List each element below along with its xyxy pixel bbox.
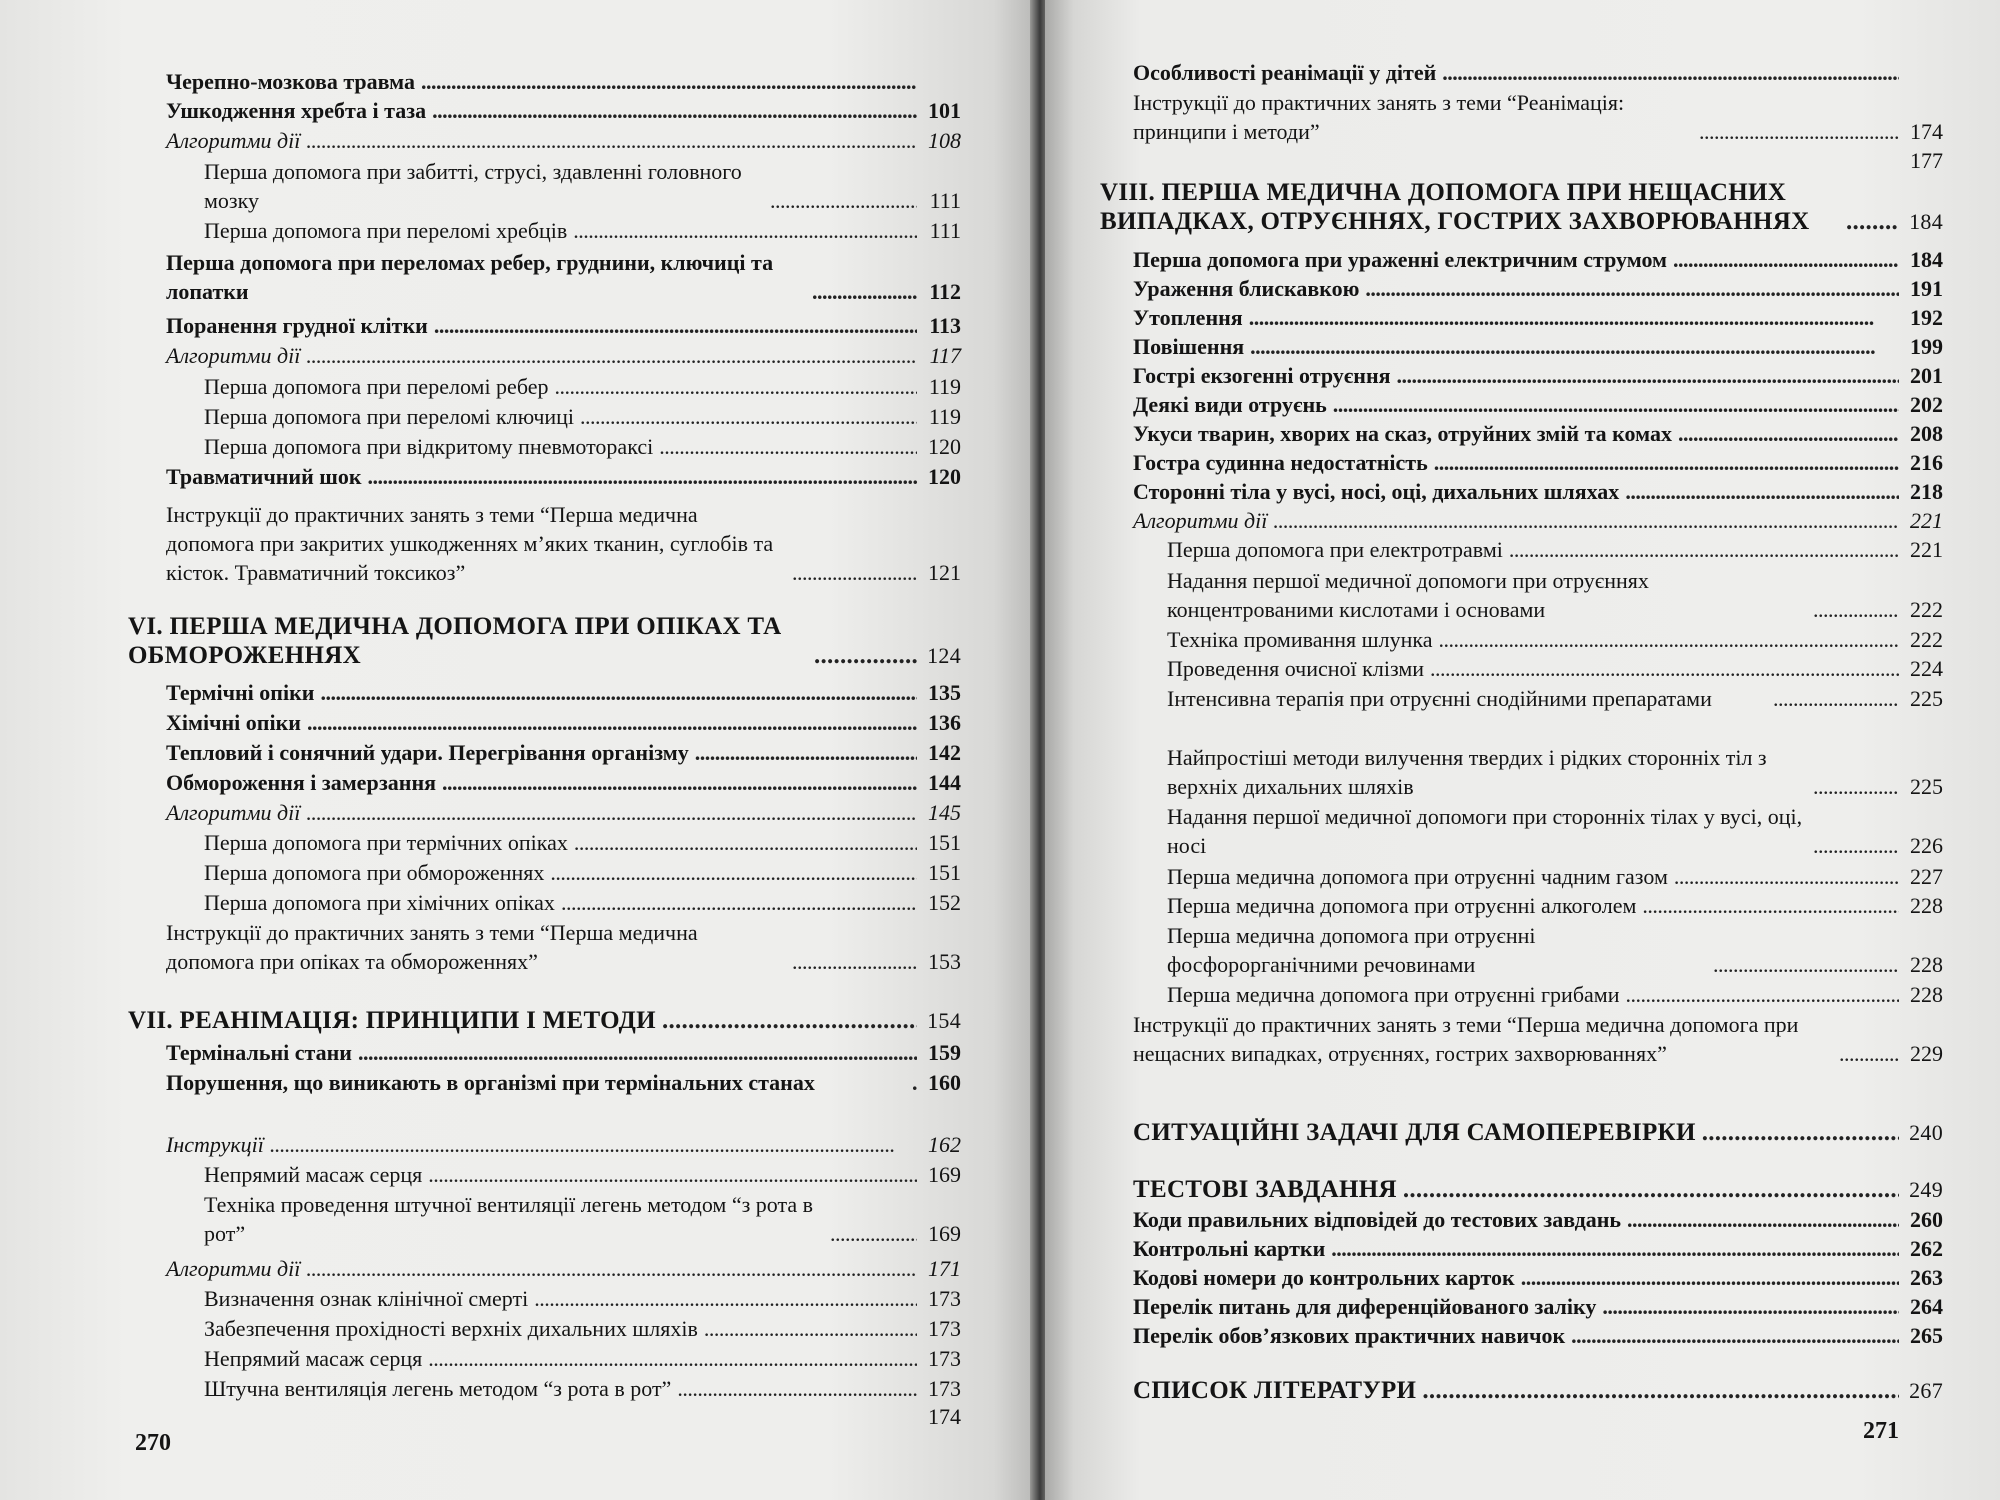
dot-leader (1249, 303, 1899, 332)
entry-title: Особливості реанімації у дітей (1133, 60, 1437, 85)
entry-title: Алгоритми дії (1133, 508, 1268, 533)
entry-page: 151 (928, 860, 961, 885)
toc-entry (1133, 448, 1943, 477)
entry-page: 151 (928, 830, 961, 855)
toc-entry (1133, 1205, 1943, 1234)
dot-leader (432, 96, 917, 125)
entry-title: Перша медична допомога при отруєнні грибами (1167, 982, 1620, 1007)
dot-leader (580, 402, 917, 431)
dot-leader (1397, 361, 1899, 390)
page-number: 271 (1863, 1418, 1899, 1444)
toc-entry (166, 918, 961, 976)
entry-page: 113 (929, 313, 961, 338)
toc-entry (204, 858, 961, 887)
entry-title: Проведення очисної клізми (1167, 656, 1425, 681)
dot-leader (1813, 831, 1899, 860)
dot-leader (574, 828, 917, 857)
entry-page: 262 (1910, 1236, 1943, 1261)
section-heading (1133, 1376, 1943, 1405)
entry-title: Контрольні картки (1133, 1236, 1326, 1261)
entry-title: Перша допомога при переломах ребер, груднини, ключиці та лопатки (166, 250, 774, 304)
dot-leader (1365, 274, 1899, 303)
entry-title: Інструкції до практичних занять з теми “Реанімація: принципи і методи” (1133, 90, 1625, 144)
entry-title: Поранення грудної клітки (166, 313, 428, 338)
entry-title: Перша допомога при хімічних опіках (204, 890, 555, 915)
entry-title: Перша медична допомога при отруєнні чадним газом (1167, 864, 1668, 889)
entry-page: 199 (1910, 334, 1943, 359)
dot-leader (358, 1038, 917, 1067)
toc-entry (204, 888, 961, 917)
section-heading (128, 612, 961, 670)
toc-entry (1167, 566, 1943, 624)
toc-entry (166, 341, 961, 370)
toc-entry (204, 372, 961, 401)
dot-leader (662, 1006, 917, 1035)
dot-leader (421, 67, 917, 96)
toc-entry (1167, 891, 1943, 920)
entry-page: 120 (928, 434, 961, 459)
dot-leader (1422, 1376, 1899, 1405)
toc-entry (166, 96, 961, 125)
toc-entry (204, 157, 961, 215)
entry-title: Коди правильних відповідей до тестових завдань (1133, 1207, 1622, 1232)
toc-entry (204, 216, 961, 245)
entry-page: 101 (928, 98, 961, 123)
entry-page: 228 (1910, 982, 1943, 1007)
section-heading (1133, 1175, 1943, 1204)
dot-leader (1773, 684, 1899, 713)
entry-title: Надання першої медичної допомоги при отруєннях концентрованими кислотами і основами (1167, 568, 1649, 622)
entry-title: Кодові номери до контрольних карток (1133, 1265, 1515, 1290)
entry-page: 264 (1910, 1294, 1943, 1319)
entry-title: Інструкції до практичних занять з теми “Перша медична допомога при опіках та обмороженнях” (166, 920, 698, 974)
entry-title: Гострі екзогенні отруєння (1133, 363, 1391, 388)
toc-entry (166, 67, 961, 96)
dot-leader (1333, 390, 1899, 419)
entry-page: 152 (928, 890, 961, 915)
dot-leader (1702, 1118, 1899, 1147)
entry-title: Інструкції до практичних занять з теми “Перша медична допомога при нещасних випадках, отруєннях, гострих захворюваннях” (1133, 1012, 1799, 1066)
dot-leader (555, 372, 918, 401)
entry-page: 120 (928, 464, 961, 489)
dot-leader (1673, 245, 1899, 274)
entry-page: 208 (1910, 421, 1943, 446)
entry-page: 191 (1910, 276, 1943, 301)
entry-page: 136 (928, 710, 961, 735)
entry-title: Травматичний шок (166, 464, 362, 489)
dot-leader (1627, 1205, 1899, 1234)
dot-leader (1521, 1263, 1899, 1292)
toc-entry (1133, 390, 1943, 419)
entry-page: 112 (929, 279, 961, 304)
toc-entry (1167, 862, 1943, 891)
entry-title: Ушкодження хребта і таза (166, 98, 427, 123)
entry-page: 171 (928, 1256, 961, 1281)
entry-page: 121 (928, 560, 961, 585)
dot-leader (814, 641, 917, 670)
dot-leader (1331, 1234, 1899, 1263)
entry-page: 142 (928, 740, 961, 765)
entry-title: VI. ПЕРША МЕДИЧНА ДОПОМОГА ПРИ ОПІКАХ ТА ОБМОРОЖЕННЯХ (128, 613, 782, 669)
entry-page: 154 (927, 1008, 961, 1033)
entry-page: 144 (928, 770, 961, 795)
dot-leader (912, 1068, 917, 1097)
toc-entry (1133, 361, 1943, 390)
toc-entry (1133, 245, 1943, 274)
page-number: 270 (135, 1430, 171, 1456)
entry-page: 169 (928, 1162, 961, 1187)
section-heading (128, 1006, 961, 1035)
entry-title: Гостра судинна недостатність (1133, 450, 1428, 475)
toc-entry (1133, 506, 1943, 535)
entry-title: Хімічні опіки (166, 710, 301, 735)
dot-leader (428, 1344, 917, 1373)
dot-leader (812, 277, 917, 306)
entry-title: Перша допомога при обмороженнях (204, 860, 545, 885)
dot-leader (1602, 1292, 1899, 1321)
entry-title: Техніка проведення штучної вентиляції легень методом “з рота в рот” (204, 1192, 814, 1246)
entry-title: СПИСОК ЛІТЕРАТУРИ (1133, 1377, 1417, 1404)
entry-title: Повішення (1133, 334, 1245, 359)
toc-entry (166, 1254, 961, 1283)
toc-entry (166, 1130, 961, 1159)
toc-entry (166, 738, 961, 767)
toc-entry (1133, 1321, 1943, 1350)
dot-leader (1509, 535, 1899, 564)
dot-leader (442, 768, 917, 797)
toc-entry (1133, 1234, 1943, 1263)
toc-entry (1133, 332, 1943, 361)
toc-entry (1167, 743, 1943, 801)
dot-leader (1713, 950, 1899, 979)
dot-leader (434, 311, 917, 340)
entry-title: Інтенсивна терапія при отруєнні снодійними препаратами (1167, 686, 1712, 711)
entry-page: 249 (1909, 1177, 1943, 1202)
dot-leader (1678, 419, 1899, 448)
toc-entry (166, 1068, 961, 1097)
dot-leader (1699, 117, 1899, 146)
dot-leader (306, 1254, 917, 1283)
dot-leader (770, 186, 917, 215)
dot-leader (1438, 625, 1899, 654)
entry-page: 174 (928, 1404, 961, 1429)
entry-page: 135 (928, 680, 961, 705)
entry-page: 222 (1910, 597, 1943, 622)
entry-page: 153 (928, 949, 961, 974)
entry-title: Непрямий масаж серця (204, 1162, 423, 1187)
dot-leader (1674, 862, 1899, 891)
toc-entry (204, 1374, 961, 1403)
entry-page: 228 (1910, 893, 1943, 918)
entry-page: 222 (1910, 627, 1943, 652)
entry-title: Деякі види отруєнь (1133, 392, 1327, 417)
toc-entry (1133, 88, 1943, 146)
entry-title: Обмороження і замерзання (166, 770, 437, 795)
entry-page: 173 (928, 1346, 961, 1371)
entry-title: Черепно-мозкова травма (166, 69, 415, 94)
toc-entry (1133, 1263, 1943, 1292)
dot-leader (1642, 891, 1899, 920)
dot-leader (1625, 980, 1899, 1009)
entry-title: Визначення ознак клінічної смерті (204, 1286, 529, 1311)
dot-leader (1839, 1039, 1899, 1068)
dot-leader (1250, 332, 1899, 361)
entry-page: 177 (1910, 148, 1943, 173)
entry-page: 228 (1910, 952, 1943, 977)
entry-title: Алгоритми дії (166, 1256, 301, 1281)
toc-entry (166, 708, 961, 737)
toc-entry (204, 402, 961, 431)
entry-title: Інструкції (166, 1132, 264, 1157)
toc-entry (204, 1284, 961, 1313)
toc-entry (1133, 419, 1943, 448)
entry-title: Алгоритми дії (166, 800, 301, 825)
entry-title: Штучна вентиляція легень методом “з рота в рот” (204, 1376, 672, 1401)
toc-entry (204, 1190, 961, 1248)
entry-page: 119 (928, 374, 961, 399)
entry-page: 184 (1910, 247, 1943, 272)
entry-page: 169 (928, 1221, 961, 1246)
entry-title: Перша допомога при забитті, струсі, здавленні головного мозку (204, 159, 742, 213)
dot-leader (550, 858, 917, 887)
entry-page: 221 (1910, 508, 1943, 533)
entry-page: 229 (1910, 1041, 1943, 1066)
entry-title: СИТУАЦІЙНІ ЗАДАЧІ ДЛЯ САМОПЕРЕВІРКИ (1133, 1119, 1696, 1146)
section-heading (1133, 1118, 1943, 1147)
dot-leader (561, 888, 917, 917)
right-page (1045, 0, 2000, 1500)
entry-title: Утоплення (1133, 305, 1243, 330)
entry-title: Алгоритми дії (166, 128, 301, 153)
entry-title: Порушення, що виникають в організмі при термінальних станах (166, 1070, 815, 1095)
dot-leader (695, 738, 917, 767)
dot-leader (307, 708, 917, 737)
entry-title: Перша допомога при електротравмі (1167, 537, 1503, 562)
entry-page: 119 (928, 404, 961, 429)
toc-entry (204, 1402, 961, 1431)
entry-page: 227 (1910, 864, 1943, 889)
toc-entry (1133, 303, 1943, 332)
entry-page: 108 (928, 128, 961, 153)
dot-leader (1813, 595, 1899, 624)
dot-leader (1442, 58, 1899, 87)
dot-leader (428, 1160, 917, 1189)
entry-page: 226 (1910, 833, 1943, 858)
toc-entry (1167, 802, 1943, 860)
entry-page: 225 (1910, 686, 1943, 711)
toc-entry (1133, 1292, 1943, 1321)
entry-page: 124 (927, 643, 961, 668)
dot-leader (830, 1219, 917, 1248)
toc-entry (166, 462, 961, 491)
dot-leader (306, 798, 917, 827)
entry-title: Тепловий і сонячний удари. Перегрівання організму (166, 740, 689, 765)
entry-page: 240 (1909, 1120, 1943, 1145)
toc-entry (1167, 625, 1943, 654)
toc-entry (166, 768, 961, 797)
dot-leader (1571, 1321, 1899, 1350)
dot-leader (270, 1130, 917, 1159)
entry-title: ТЕСТОВІ ЗАВДАННЯ (1133, 1176, 1397, 1203)
toc-entry (1167, 684, 1943, 713)
entry-title: Перша допомога при ураженні електричним струмом (1133, 247, 1668, 272)
toc-entry (1133, 274, 1943, 303)
entry-page: 192 (1910, 305, 1943, 330)
entry-title: Перелік обов’язкових практичних навичок (1133, 1323, 1566, 1348)
entry-title: Сторонні тіла у вусі, носі, оці, дихальних шляхах (1133, 479, 1620, 504)
entry-title: Перша допомога при переломі ключиці (204, 404, 575, 429)
entry-title: Техніка промивання шлунка (1167, 627, 1433, 652)
toc-entry (166, 126, 961, 155)
dot-leader (677, 1374, 917, 1403)
dot-leader (306, 341, 917, 370)
toc-entry (166, 248, 961, 306)
entry-title: VIII. ПЕРША МЕДИЧНА ДОПОМОГА ПРИ НЕЩАСНИХ ВИПАДКАХ, ОТРУЄННЯХ, ГОСТРИХ ЗАХВОРЮВАННЯХ (1100, 179, 1810, 235)
entry-page: 260 (1910, 1207, 1943, 1232)
toc-entry (1133, 146, 1943, 175)
entry-title: Перша медична допомога при отруєнні фосфорорганічними речовинами (1167, 923, 1536, 977)
entry-title: Надання першої медичної допомоги при сторонніх тілах у вусі, оці, носі (1167, 804, 1803, 858)
toc-right (1045, 0, 2000, 1500)
entry-title: Термінальні стани (166, 1040, 352, 1065)
dot-leader (1434, 448, 1899, 477)
toc-entry (1133, 477, 1943, 506)
entry-page: 267 (1909, 1378, 1943, 1403)
toc-entry (166, 1038, 961, 1067)
toc-entry (1167, 980, 1943, 1009)
dot-leader (1403, 1175, 1899, 1204)
toc-entry (1167, 654, 1943, 683)
dot-leader (1273, 506, 1899, 535)
entry-title: Ураження блискавкою (1133, 276, 1360, 301)
entry-title: Інструкції до практичних занять з теми “Перша медична допомога при закритих ушкодженнях м’яких тканин, суглобів та кісток. Травматичний токсикоз” (166, 502, 774, 585)
dot-leader (792, 558, 917, 587)
entry-page: 184 (1909, 209, 1943, 234)
toc-entry (1133, 58, 1943, 87)
entry-title: Перша допомога при переломі хребців (204, 218, 568, 243)
entry-title: Алгоритми дії (166, 343, 301, 368)
toc-entry (204, 1160, 961, 1189)
dot-leader (1846, 207, 1899, 236)
toc-entry (1167, 921, 1943, 979)
toc-entry (204, 1344, 961, 1373)
entry-page: 263 (1910, 1265, 1943, 1290)
toc-entry (166, 311, 961, 340)
entry-page: 216 (1910, 450, 1943, 475)
entry-page: 117 (929, 343, 961, 368)
toc-entry (204, 1314, 961, 1343)
entry-title: Забезпечення прохідності верхніх дихальних шляхів (204, 1316, 698, 1341)
entry-page: 159 (928, 1040, 961, 1065)
dot-leader (534, 1284, 917, 1313)
entry-page: 202 (1910, 392, 1943, 417)
entry-page: 173 (928, 1376, 961, 1401)
toc-entry (166, 500, 961, 587)
section-heading (1100, 178, 1943, 236)
entry-page: 162 (928, 1132, 961, 1157)
toc-entry (204, 432, 961, 461)
toc-entry (166, 678, 961, 707)
toc-entry (166, 798, 961, 827)
entry-title: Укуси тварин, хворих на сказ, отруйних змій та комах (1133, 421, 1672, 446)
entry-page: 173 (928, 1286, 961, 1311)
dot-leader (306, 126, 917, 155)
dot-leader (1625, 477, 1899, 506)
entry-title: Непрямий масаж серця (204, 1346, 423, 1371)
toc-entry (1133, 1010, 1943, 1068)
dot-leader (368, 462, 917, 491)
toc-entry (1167, 535, 1943, 564)
dot-leader (1430, 654, 1899, 683)
entry-page: 224 (1910, 656, 1943, 681)
entry-title: Перша допомога при переломі ребер (204, 374, 549, 399)
dot-leader (792, 947, 917, 976)
entry-page: 225 (1910, 774, 1943, 799)
entry-page: 265 (1910, 1323, 1943, 1348)
dot-leader (573, 216, 917, 245)
entry-page: 173 (928, 1316, 961, 1341)
dot-leader (659, 432, 917, 461)
entry-page: 111 (929, 188, 961, 213)
entry-title: Термічні опіки (166, 680, 315, 705)
entry-title: Перша допомога при відкритому пневмотораксі (204, 434, 654, 459)
dot-leader (1813, 772, 1899, 801)
entry-page: 174 (1910, 119, 1943, 144)
entry-page: 201 (1910, 363, 1943, 388)
dot-leader (704, 1314, 917, 1343)
entry-page: 218 (1910, 479, 1943, 504)
entry-title: Найпростіші методи вилучення твердих і рідких сторонніх тіл з верхніх дихальних шляхів (1167, 745, 1767, 799)
entry-title: Перша допомога при термічних опіках (204, 830, 568, 855)
entry-title: Перша медична допомога при отруєнні алкоголем (1167, 893, 1637, 918)
entry-page: 221 (1910, 537, 1943, 562)
entry-title: VII. РЕАНІМАЦІЯ: ПРИНЦИПИ І МЕТОДИ (128, 1007, 656, 1034)
entry-page: 160 (928, 1070, 961, 1095)
entry-page: 111 (929, 218, 961, 243)
dot-leader (320, 678, 917, 707)
entry-title: Перелік питань для диференційованого заліку (1133, 1294, 1597, 1319)
entry-page: 145 (928, 800, 961, 825)
toc-entry (204, 828, 961, 857)
